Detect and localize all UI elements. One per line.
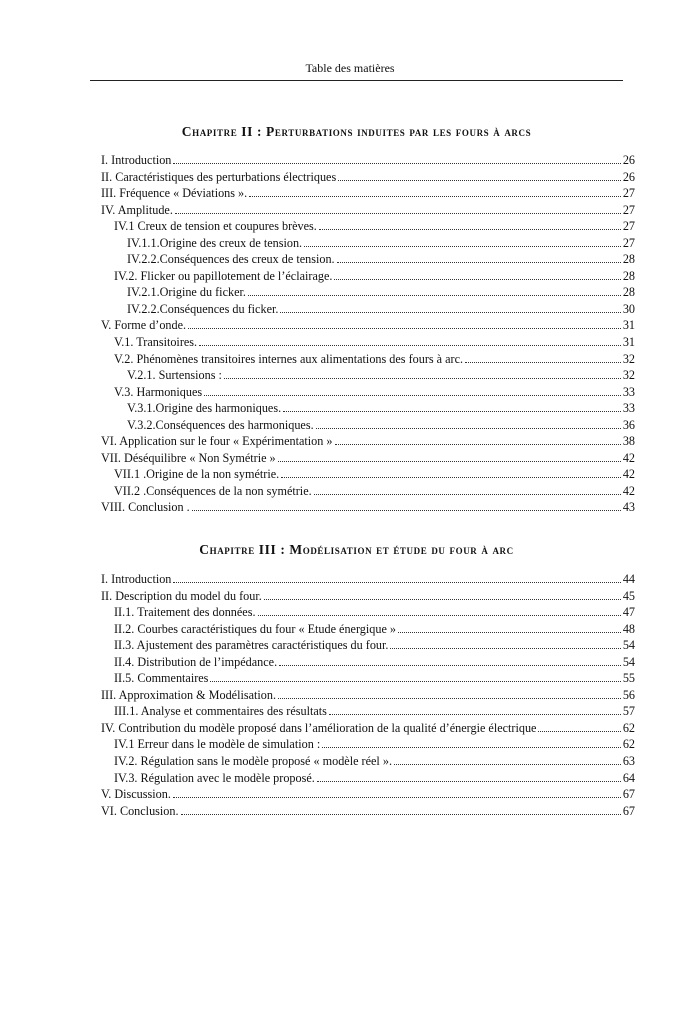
toc-entry-page: 54 xyxy=(622,654,635,669)
toc-entry-page: 36 xyxy=(622,417,635,432)
toc-entry-page: 27 xyxy=(622,235,635,250)
toc-entry[interactable] xyxy=(101,236,635,253)
toc-entry-page: 26 xyxy=(622,169,635,184)
toc-entry[interactable] xyxy=(101,484,635,501)
toc-dot-leader xyxy=(181,814,621,815)
toc-entry-label: II.2. Courbes caractéristiques du four « Etude énergique » xyxy=(114,621,397,636)
toc-entry-label: V.2. Phénomènes transitoires internes aux alimentations des fours à arc. xyxy=(114,351,464,366)
toc-dot-leader xyxy=(192,510,621,511)
toc-entry-label: V. Discussion. xyxy=(101,787,171,802)
toc-entry[interactable] xyxy=(101,302,635,319)
header-rule xyxy=(90,80,623,81)
toc-dot-leader xyxy=(188,328,621,329)
toc-entry-page: 28 xyxy=(622,268,635,283)
toc-entry-label: III. Approximation & Modélisation. xyxy=(101,687,277,702)
toc-dot-leader xyxy=(173,797,621,798)
toc-dot-leader xyxy=(283,411,621,412)
toc-entry-label: V.2.1. Surtensions : xyxy=(127,368,222,383)
toc-entry[interactable] xyxy=(101,170,635,187)
toc-entry-label: IV.2.2.Conséquences des creux de tension. xyxy=(127,252,335,267)
toc-entry-label: IV.1 Creux de tension et coupures brèves. xyxy=(114,219,317,234)
toc-entry[interactable] xyxy=(101,671,635,688)
toc-dot-leader xyxy=(390,648,620,649)
toc-entry-page: 38 xyxy=(622,434,635,449)
toc-entry-label: V.3.2.Conséquences des harmoniques. xyxy=(127,417,314,432)
toc-dot-leader xyxy=(314,494,621,495)
toc-dot-leader xyxy=(317,781,621,782)
toc-entry-page: 27 xyxy=(622,202,635,217)
toc-dot-leader xyxy=(279,665,621,666)
toc-entry-label: IV.2.1.Origine du ficker. xyxy=(127,285,246,300)
toc-entry[interactable] xyxy=(101,721,635,738)
chapter-3-toc xyxy=(101,572,635,820)
toc-dot-leader xyxy=(319,229,621,230)
toc-entry-label: II. Description du model du four. xyxy=(101,588,262,603)
toc-entry-page: 30 xyxy=(622,301,635,316)
toc-entry[interactable] xyxy=(101,754,635,771)
toc-entry-label: V.3. Harmoniques xyxy=(114,384,203,399)
toc-entry[interactable] xyxy=(101,219,635,236)
toc-dot-leader xyxy=(278,698,621,699)
toc-entry[interactable] xyxy=(101,401,635,418)
toc-entry-label: II.4. Distribution de l’impédance. xyxy=(114,654,278,669)
toc-dot-leader xyxy=(465,362,621,363)
toc-entry-page: 67 xyxy=(622,803,635,818)
toc-entry-page: 32 xyxy=(622,368,635,383)
toc-dot-leader xyxy=(394,764,621,765)
toc-dot-leader xyxy=(338,180,621,181)
toc-dot-leader xyxy=(334,279,620,280)
toc-dot-leader xyxy=(322,747,621,748)
page-header-title: Table des matières xyxy=(305,61,395,75)
toc-entry[interactable] xyxy=(101,186,635,203)
toc-entry-page: 47 xyxy=(622,605,635,620)
toc-entry[interactable] xyxy=(101,269,635,286)
chapter-3-title: Chapitre III : Modélisation et étude du four à arc xyxy=(199,542,514,557)
toc-entry-page: 42 xyxy=(622,467,635,482)
toc-entry[interactable] xyxy=(101,688,635,705)
toc-entry-page: 62 xyxy=(622,720,635,735)
toc-entry-page: 27 xyxy=(622,219,635,234)
toc-dot-leader xyxy=(264,599,621,600)
toc-entry[interactable] xyxy=(101,572,635,589)
toc-dot-leader xyxy=(199,345,621,346)
toc-entry-label: III. Fréquence « Déviations ». xyxy=(101,186,248,201)
toc-entry-page: 62 xyxy=(622,737,635,752)
toc-entry-label: IV.2. Régulation sans le modèle proposé « modèle réel ». xyxy=(114,754,392,769)
toc-dot-leader xyxy=(204,395,621,396)
toc-entry[interactable] xyxy=(101,467,635,484)
toc-entry[interactable] xyxy=(101,385,635,402)
toc-entry-label: VIII. Conclusion . xyxy=(101,500,190,515)
toc-entry-label: II.1. Traitement des données. xyxy=(114,605,256,620)
toc-entry-page: 56 xyxy=(622,687,635,702)
toc-entry[interactable] xyxy=(101,418,635,435)
toc-dot-leader xyxy=(258,615,621,616)
toc-entry-label: VII.2 .Conséquences de la non symétrie. xyxy=(114,483,312,498)
toc-entry-label: II.3. Ajustement des paramètres caractéristiques du four. xyxy=(114,638,389,653)
toc-dot-leader xyxy=(280,312,620,313)
toc-entry-label: VI. Conclusion. xyxy=(101,803,179,818)
toc-entry-label: V. Forme d’onde. xyxy=(101,318,187,333)
toc-entry[interactable] xyxy=(101,771,635,788)
toc-dot-leader xyxy=(329,714,621,715)
toc-entry-page: 27 xyxy=(622,186,635,201)
toc-entry-label: IV.2.2.Conséquences du ficker. xyxy=(127,301,279,316)
toc-entry-page: 33 xyxy=(622,384,635,399)
toc-entry-label: VI. Application sur le four « Expérimentation » xyxy=(101,434,333,449)
toc-entry-page: 45 xyxy=(622,588,635,603)
toc-entry[interactable] xyxy=(101,352,635,369)
toc-dot-leader xyxy=(173,582,620,583)
toc-entry-page: 28 xyxy=(622,285,635,300)
toc-entry-page: 57 xyxy=(622,704,635,719)
toc-entry-page: 48 xyxy=(622,621,635,636)
toc-entry[interactable] xyxy=(101,804,635,821)
toc-entry[interactable] xyxy=(101,318,635,335)
toc-entry-label: I. Introduction xyxy=(101,153,172,167)
toc-entry[interactable] xyxy=(101,153,635,170)
toc-entry-page: 55 xyxy=(622,671,635,686)
toc-entry-page: 63 xyxy=(622,754,635,769)
toc-entry-label: IV.3. Régulation avec le modèle proposé. xyxy=(114,770,315,785)
toc-entry[interactable] xyxy=(101,451,635,468)
toc-entry[interactable] xyxy=(101,500,635,517)
toc-entry[interactable] xyxy=(101,622,635,639)
toc-dot-leader xyxy=(210,681,620,682)
chapter-2-toc xyxy=(101,153,635,517)
toc-entry-page: 31 xyxy=(622,318,635,333)
toc-entry-label: IV. Amplitude. xyxy=(101,202,173,217)
toc-entry[interactable] xyxy=(101,335,635,352)
toc-entry-label: VII. Déséquilibre « Non Symétrie » xyxy=(101,450,276,465)
toc-entry[interactable] xyxy=(101,655,635,672)
toc-entry-label: II.5. Commentaires xyxy=(114,671,209,686)
toc-entry-page: 54 xyxy=(622,638,635,653)
toc-entry[interactable] xyxy=(101,737,635,754)
toc-entry-page: 28 xyxy=(622,252,635,267)
toc-entry-label: IV. Contribution du modèle proposé dans l’amélioration de la qualité d’énergie électrique xyxy=(101,720,537,735)
toc-dot-leader xyxy=(248,295,621,296)
toc-entry-label: II. Caractéristiques des perturbations électriques xyxy=(101,169,337,184)
toc-entry-label: III.1. Analyse et commentaires des résultats xyxy=(114,704,327,719)
toc-entry-label: IV.2. Flicker ou papillotement de l’éclairage. xyxy=(114,268,333,283)
toc-entry-label: VII.1 .Origine de la non symétrie. xyxy=(114,467,280,482)
chapter-2-title: Chapitre II : Perturbations induites par les fours à arcs xyxy=(181,124,532,139)
toc-dot-leader xyxy=(278,461,621,462)
toc-entry-label: V.3.1.Origine des harmoniques. xyxy=(127,401,282,416)
toc-dot-leader xyxy=(175,213,621,214)
toc-entry-page: 33 xyxy=(622,401,635,416)
toc-entry[interactable] xyxy=(101,285,635,302)
toc-entry-page: 31 xyxy=(622,335,635,350)
toc-entry[interactable] xyxy=(101,787,635,804)
toc-entry[interactable] xyxy=(101,589,635,606)
toc-entry-page: 26 xyxy=(622,153,635,167)
toc-dot-leader xyxy=(538,731,620,732)
toc-entry-label: I. Introduction xyxy=(101,572,172,586)
toc-dot-leader xyxy=(224,378,621,379)
toc-entry-label: IV.1 Erreur dans le modèle de simulation : xyxy=(114,737,321,752)
toc-entry-page: 42 xyxy=(622,483,635,498)
toc-dot-leader xyxy=(335,444,621,445)
toc-dot-leader xyxy=(173,163,620,164)
toc-entry[interactable] xyxy=(101,252,635,269)
toc-dot-leader xyxy=(281,477,621,478)
toc-entry[interactable] xyxy=(101,605,635,622)
toc-dot-leader xyxy=(304,246,621,247)
toc-entry[interactable] xyxy=(101,434,635,451)
toc-dot-leader xyxy=(337,262,621,263)
toc-entry-label: IV.1.1.Origine des creux de tension. xyxy=(127,235,303,250)
toc-dot-leader xyxy=(398,632,621,633)
toc-entry-page: 42 xyxy=(622,450,635,465)
toc-entry-page: 44 xyxy=(622,572,635,586)
toc-dot-leader xyxy=(316,428,621,429)
toc-entry[interactable] xyxy=(101,368,635,385)
toc-entry-label: V.1. Transitoires. xyxy=(114,335,198,350)
toc-entry-page: 32 xyxy=(622,351,635,366)
toc-entry-page: 64 xyxy=(622,770,635,785)
toc-entry-page: 43 xyxy=(622,500,635,515)
toc-entry[interactable] xyxy=(101,704,635,721)
toc-entry[interactable] xyxy=(101,203,635,220)
toc-dot-leader xyxy=(249,196,621,197)
toc-entry[interactable] xyxy=(101,638,635,655)
toc-entry-page: 67 xyxy=(622,787,635,802)
